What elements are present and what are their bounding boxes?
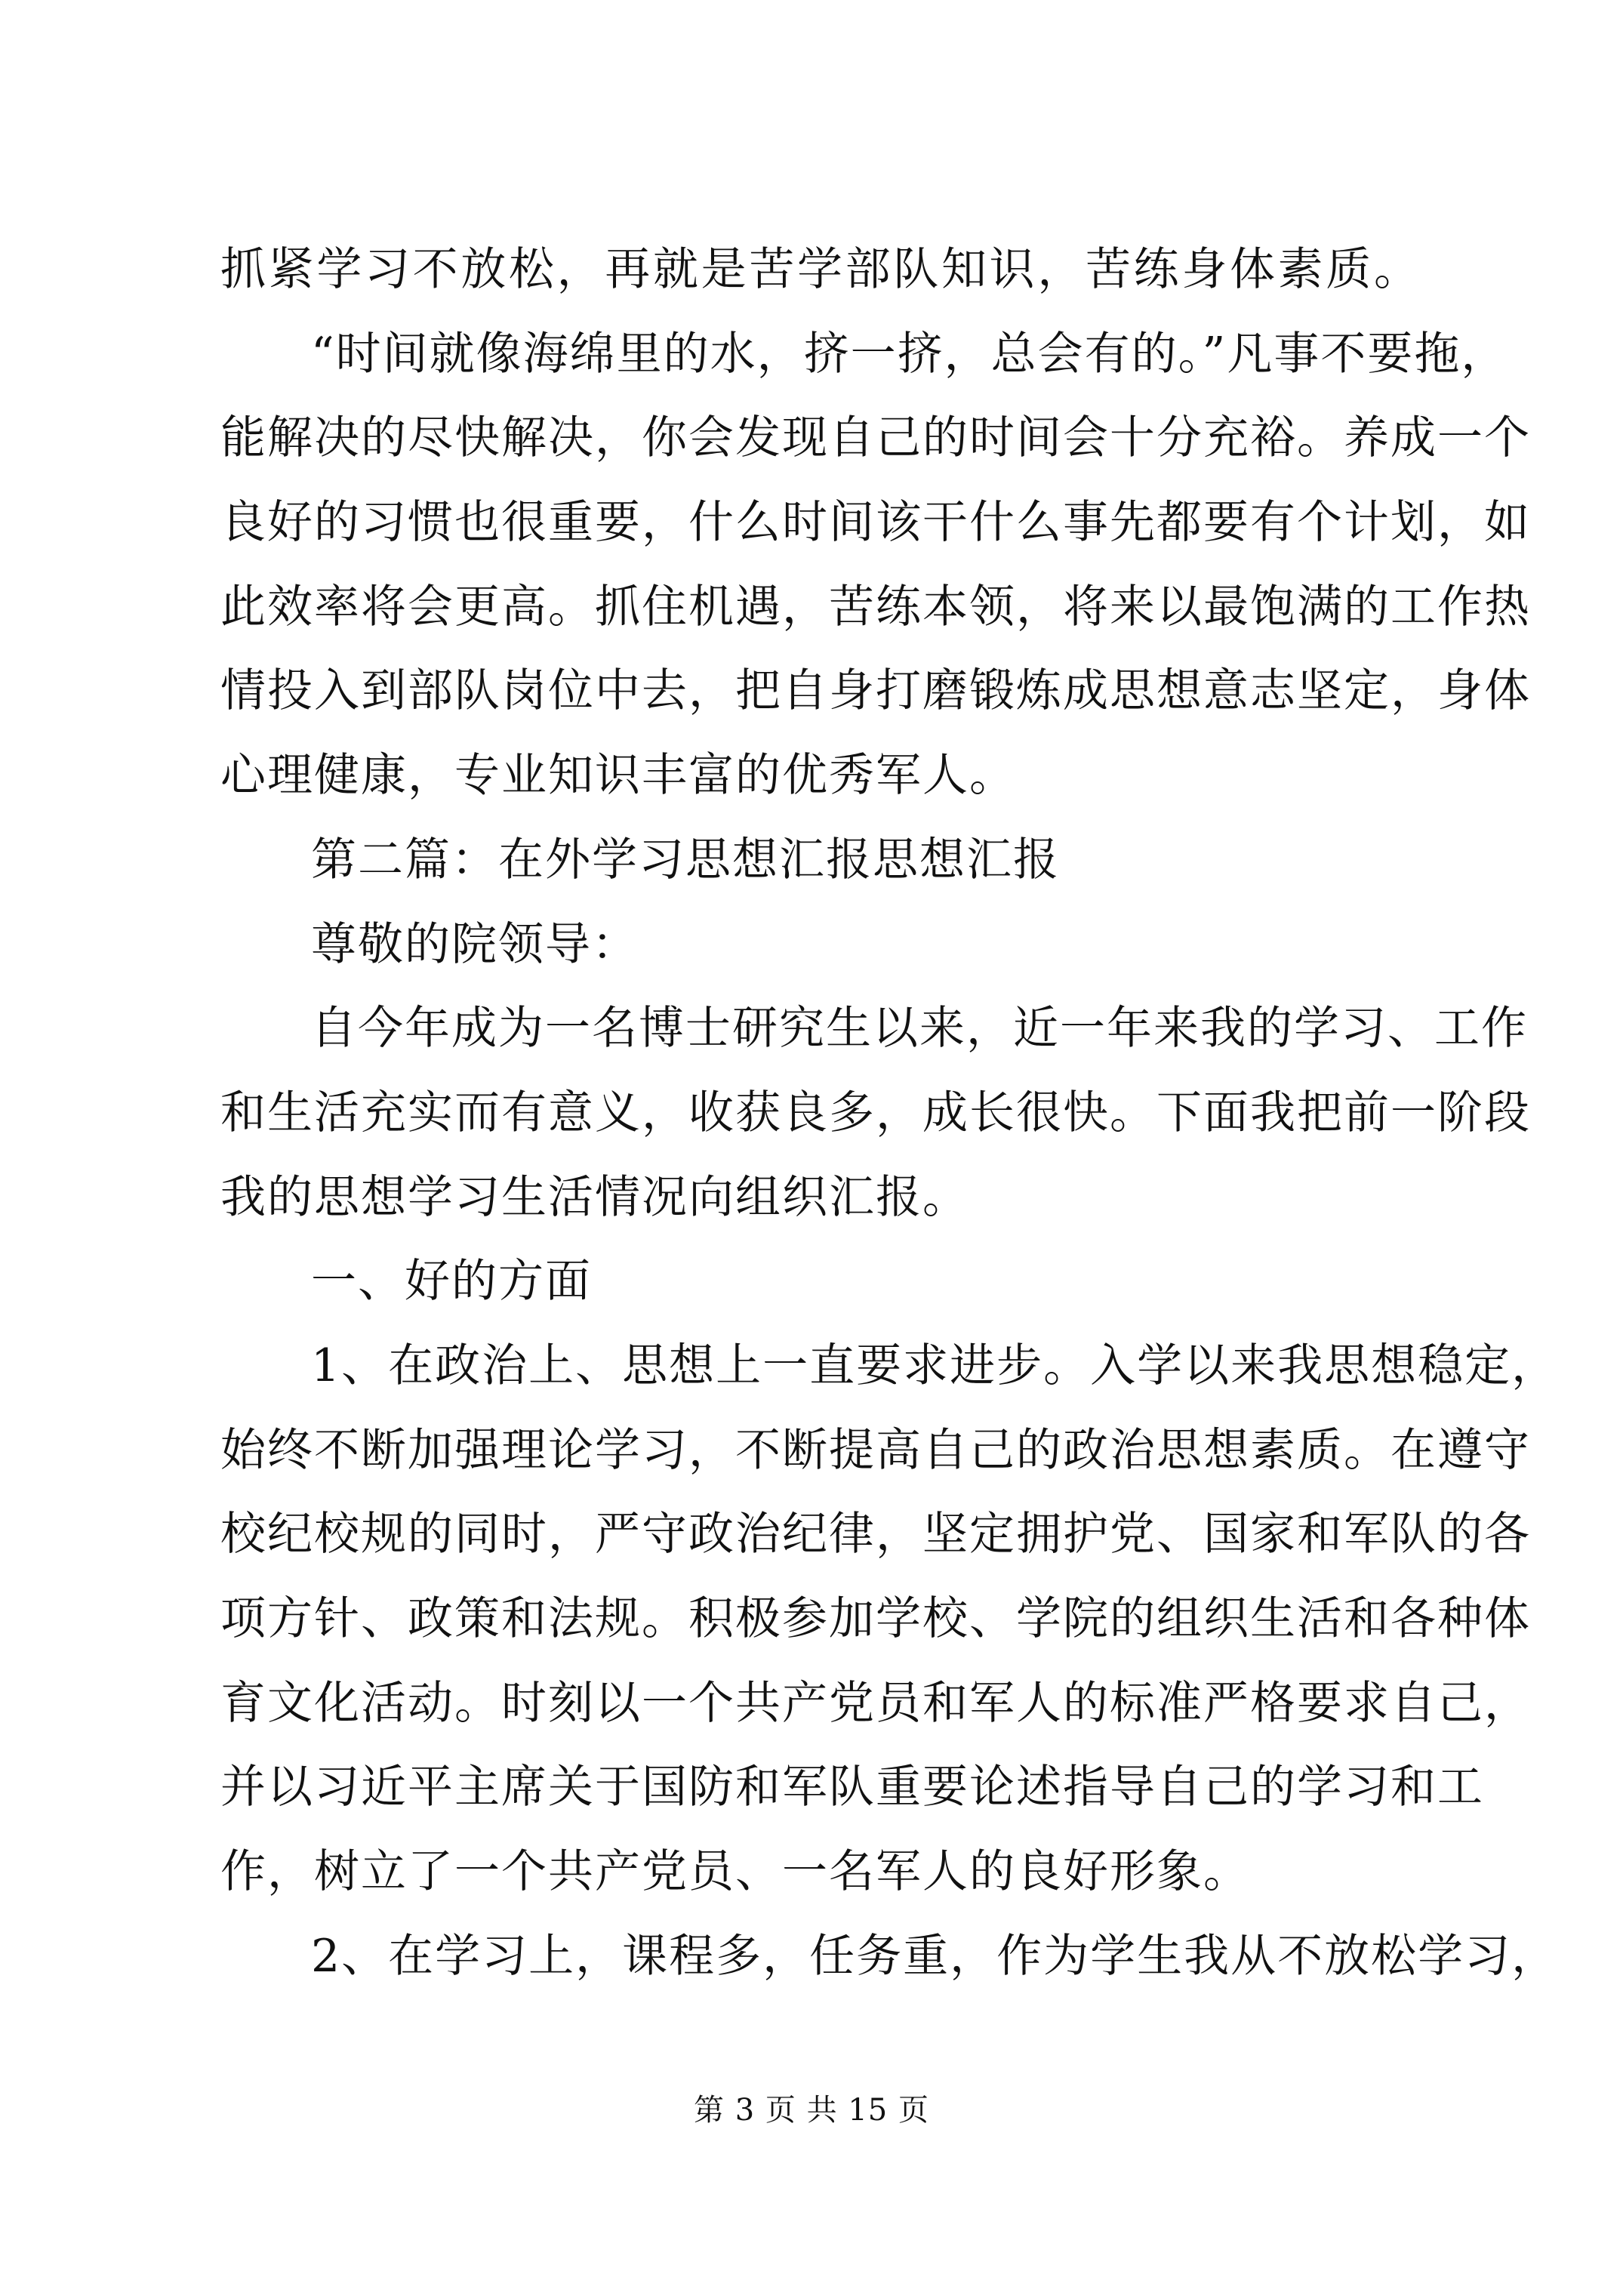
section-heading: 第二篇：在外学习思想汇报思想汇报 bbox=[311, 833, 1060, 886]
text-line: 良好的习惯也很重要，什么时间该干什么事先都要有个计划，如 bbox=[220, 496, 1531, 550]
text-line: “时间就像海绵里的水，挤一挤，总会有的。”凡事不要拖， bbox=[311, 327, 1508, 381]
text-line: 能解决的尽快解决，你会发现自己的时间会十分充裕。养成一个 bbox=[220, 411, 1531, 465]
text-line: 2、在学习上，课程多，任务重，作为学生我从不放松学习， bbox=[311, 1929, 1559, 1983]
page-number-footer: 第 3 页 共 15 页 bbox=[694, 2093, 929, 2128]
text-line: 我的思想学习生活情况向组织汇报。 bbox=[220, 1170, 969, 1224]
text-line: 情投入到部队岗位中去，把自身打磨锻炼成思想意志坚定，身体 bbox=[220, 664, 1531, 718]
subsection-heading: 一、好的方面 bbox=[311, 1255, 592, 1308]
text-line: 心理健康，专业知识丰富的优秀军人。 bbox=[220, 749, 1016, 803]
text-line: 项方针、政策和法规。积极参加学校、学院的组织生活和各种体 bbox=[220, 1592, 1531, 1645]
text-line: 作，树立了一个共产党员、一名军人的良好形象。 bbox=[220, 1845, 1250, 1899]
text-line: 和生活充实而有意义，收获良多，成长很快。下面我把前一阶段 bbox=[220, 1086, 1531, 1139]
text-line: 育文化活动。时刻以一个共产党员和军人的标准严格要求自己， bbox=[220, 1676, 1531, 1730]
text-line: 始终不断加强理论学习，不断提高自己的政治思想素质。在遵守 bbox=[220, 1423, 1531, 1477]
text-line: 校纪校规的同时，严守政治纪律，坚定拥护党、国家和军队的各 bbox=[220, 1508, 1531, 1561]
salutation: 尊敬的院领导： bbox=[311, 917, 639, 971]
text-line: 此效率将会更高。抓住机遇，苦练本领，将来以最饱满的工作热 bbox=[220, 580, 1531, 633]
text-line: 并以习近平主席关于国防和军队重要论述指导自己的学习和工 bbox=[220, 1761, 1484, 1814]
text-line: 1、在政治上、思想上一直要求进步。入学以来我思想稳定， bbox=[311, 1339, 1559, 1392]
text-line: 自今年成为一名博士研究生以来，近一年来我的学习、工作 bbox=[311, 1002, 1528, 1056]
text-line: 抓紧学习不放松，再就是苦学部队知识，苦练身体素质。 bbox=[220, 243, 1421, 296]
document-body bbox=[220, 228, 1559, 1999]
